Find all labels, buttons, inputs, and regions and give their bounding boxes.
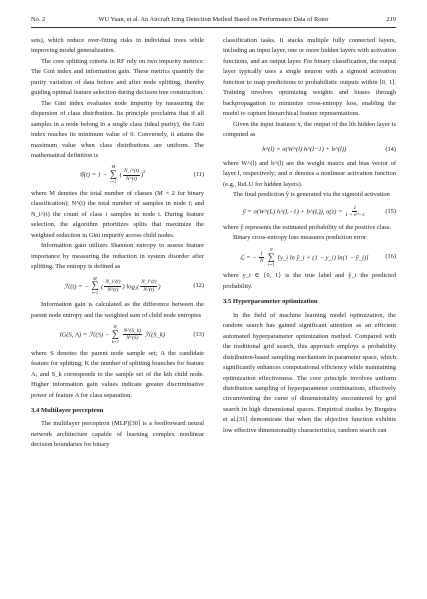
paragraph: Binary cross-entropy loss measures prediction error: [233, 234, 367, 242]
paragraph: where S denotes the parent node sample set; A the candidate feature for splitting; K the number of splitting branches for feature A; and S_k corresponds to the sample set of the kth child node. Higher information gain values indicate greater discriminative power of feature A for class separation.: [31, 349, 204, 399]
summation-symbol: M ∑ i=1: [91, 275, 99, 296]
equation-14: h^(l) = σ(W^(l) h^(l−1) + b^(l)) (14): [223, 145, 396, 155]
fraction: $\frac{N\_i\^{}(t)}{N\^{}(t)}$: [123, 168, 139, 182]
paragraph: The Gini index evaluates node impurity by measuring the dispersion of class distribution. Its principle proclaims that if all samples in a node belong to a single class (ideal purity), the Gini index reaches its minimum value of 0. Conversely, it attains the maximum value when class distributions are uniform. The mathematical definition is: [31, 99, 204, 159]
header-rule: [31, 27, 396, 28]
fraction: $\frac{1}{1 + e\^{}-z}$: [345, 204, 365, 219]
equation-13: IG(S, A) = ℋ(S) − K ∑ k=1 $\frac{N\^{}(S\_k)}{N\^{}(S)}$ ℋ(S_k) (13): [59, 324, 204, 344]
section-heading: 3.4 Multilayer perceptron: [31, 407, 104, 415]
paragraph: The core splitting criteria in RF rely on two impurity metrics: The Gini index and information gain. These metrics quantify the purity variation of data before and after node splitting, thereby guiding optimal feature selection during decision tree construction.: [31, 57, 204, 97]
equation-number: (11): [193, 171, 204, 178]
summation-symbol: K ∑ k=1: [111, 324, 120, 344]
paragraph: where M denotes the total number of classes (M = 2 for binary classification); N^(t) the total number of samples in node t; and N_i^(t) the count of class i samples in node t. During feature selection, the algorithm prioritizes splits that maximize the weighted reduction in Gini impurity across child nodes.: [31, 190, 204, 239]
running-header: [31, 12, 396, 26]
paragraph: Information gain is calculated as the difference between the parent node entropy and the weighted sum of child node entropies: [31, 301, 204, 319]
issue-number: No. 2: [31, 15, 46, 23]
section-heading: 3.5 Hyperparameter optimization: [223, 298, 318, 306]
paragraph: classification tasks. It stacks multiple fully connected layers, including an input layer, one or more hidden layers with activation functions, and an output layer. For binary classification, the output layer typically uses a single neuron with a sigmoid activation function to map predictions to probabilistic outputs within [0, 1]. Training involves optimizing weights and biases through backpropagation to minimize cross-entropy loss, enabling the model to capture hierarchical feature representations.: [223, 37, 396, 118]
equation-15: ŷ = σ(W^(L) h^(L−1) + b^(L)), σ(z) = $\frac{1}{1 + e\^{}-z}$ (15): [242, 204, 396, 219]
fraction: $\frac{N\^{}(S\_k)}{N\^{}(S)}$: [123, 327, 141, 342]
paragraph: Given the input features x, the output of the lth hidden layer is computed as: [223, 120, 396, 139]
right-column: [223, 36, 396, 436]
fraction: $\frac{N\_i\^{}(t)}{N\^{}(t)}$: [105, 279, 121, 293]
equation-number: (16): [385, 253, 396, 261]
equation-number: (14): [385, 145, 396, 153]
summation-symbol: N ∑ i=1: [267, 246, 275, 267]
equation-number: (15): [385, 207, 396, 215]
paragraph: The multilayer perceptron (MLP)[30] is a feedforward neural network architecture capable of learning complex nonlinear decision boundaries for binary: [31, 420, 204, 449]
paragraph: Information gain utilizes Shannon entropy to assess feature importance by measuring the reduction in system disorder after splitting. The entropy is defined as: [31, 242, 204, 271]
equation-16: ℒ = − $\frac{1}{N}$ N ∑ i=1 [y_i ln ŷ_i + (1 − y_i) ln(1 − ŷ_i)] (16): [239, 246, 396, 267]
paragraph: sets), which reduce over-fitting risks in individual trees while improving model generalization.: [31, 37, 204, 55]
equation-12: ℋ(t) = − M ∑ i=1 ( $\frac{N\_i\^{}(t)}{N\^{}(t)}$ ) log₂( $\frac{N\_i\^{}(t)}{N\^{}(t)}$ ) (12): [63, 275, 204, 296]
equation-number: (13): [193, 330, 204, 338]
summation-symbol: M ∑ i=1: [109, 164, 117, 185]
running-title: WU Yuan, et al. An Aircraft Icing Detection Method Based on Performance Data of Rotor: [98, 15, 329, 23]
equation-number: (12): [193, 282, 204, 290]
eq-lhs: 𝒢(t) = 1 −: [79, 171, 108, 179]
left-column: [31, 36, 204, 451]
paragraph: In the field of machine learning model optimization, the random search has gained significant attention as an efficient automated hyperparameter optimization method. Compared with the traditional grid search, this approach employs a probability distribution-based sampling mechanism in parameter space, which significantly enhances computational efficiency while maintaining optimization effectiveness. The core principle involves uniform distribution sampling of hyperparameter combinations, effectively circumventing the curse of dimensionality encountered by grid search in high dimensional spaces. Empirical studies by Bergstra et al.[31] demonstrate that when the objective function exhibits low effective dimensionality characteristics, random search can: [223, 311, 396, 434]
fraction: $\frac{1}{N}$: [259, 250, 264, 265]
paragraph: where W^(l) and b^(l) are the weight matrix and bias vector of layer l, respectively; and σ denotes a nonlinear activation function (e.g., ReLU for hidden layers).: [223, 159, 396, 188]
page-number: 219: [386, 15, 396, 23]
paragraph: where y_i ∈ {0, 1} is the true label and ŷ_i the predicted probability.: [223, 272, 396, 290]
equation-11: 𝒢(t) = 1 − M ∑ i=1 ( $\frac{N\_i\^{}(t)}{N\^{}(t)}$ )$^2$ (11): [79, 164, 204, 185]
paragraph: where ŷ represents the estimated probability of the positive class.: [223, 223, 392, 231]
paragraph: The final prediction ŷ is generated via the sigmoid activation: [233, 191, 390, 199]
